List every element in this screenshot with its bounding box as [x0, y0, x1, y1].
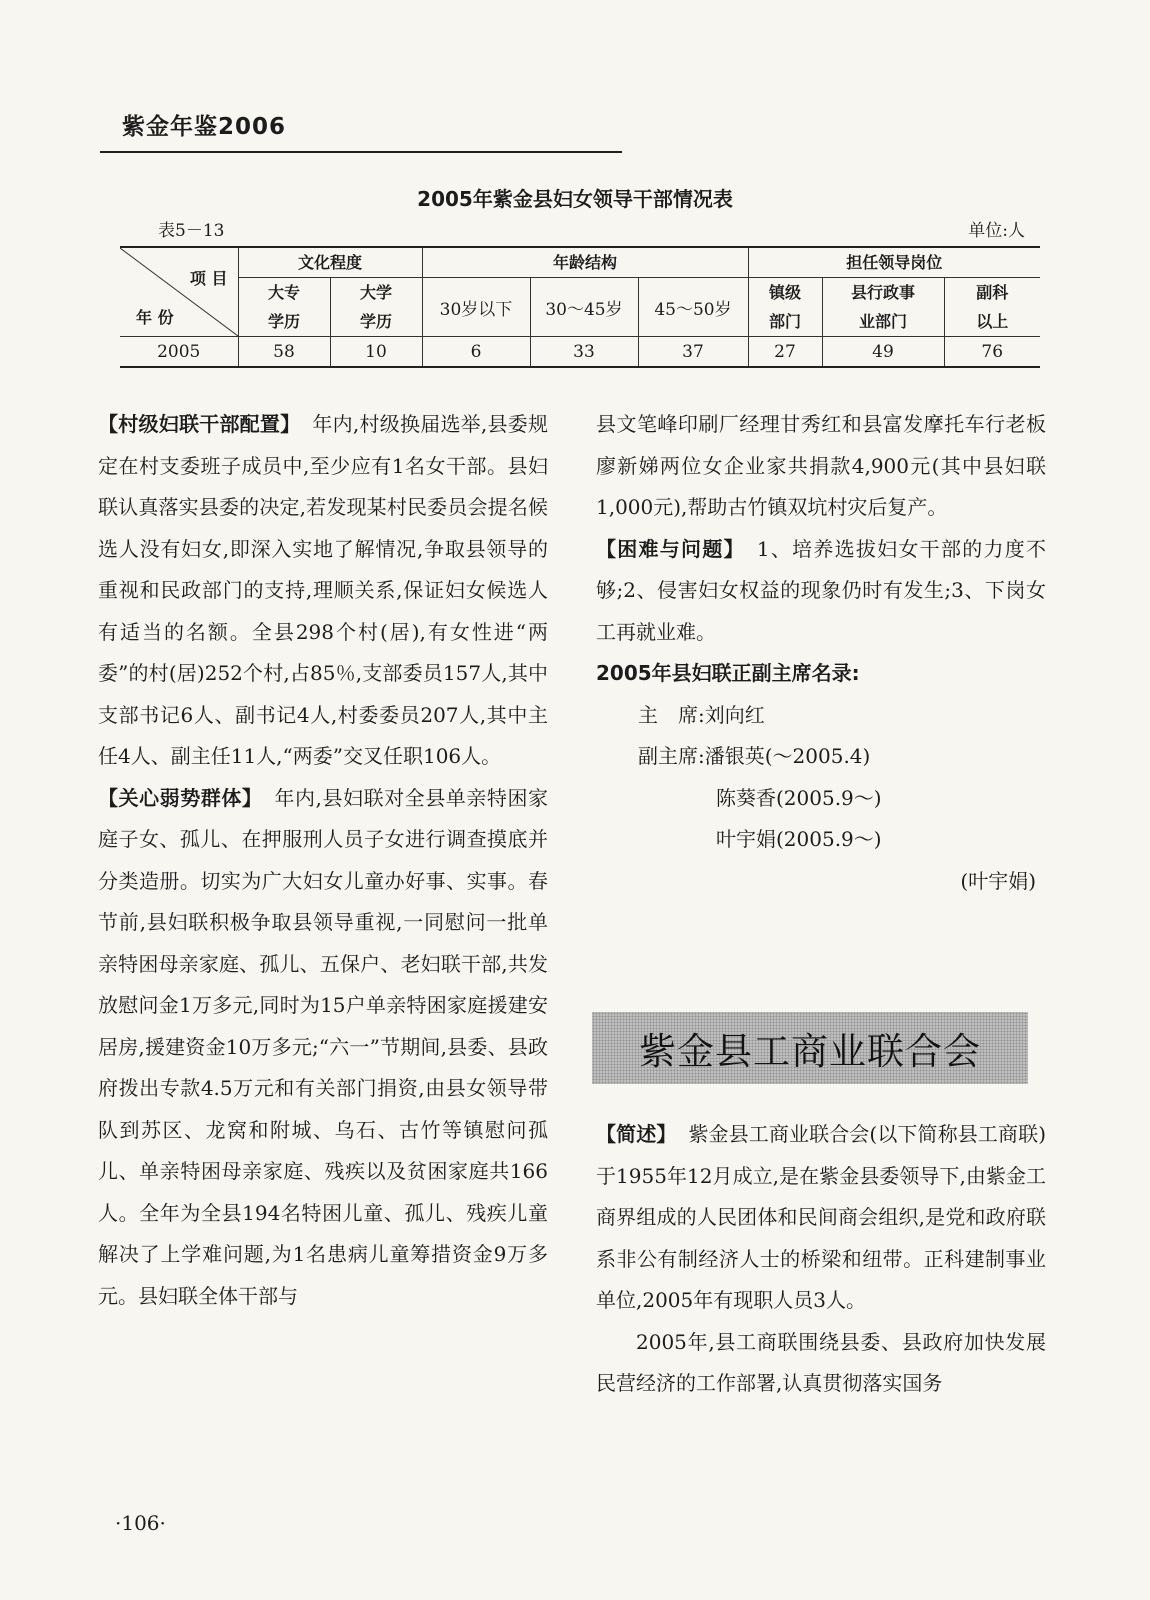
table-corner-cell: [120, 247, 238, 337]
header-rule: [100, 151, 622, 153]
paragraph-overview: [596, 1114, 1046, 1322]
col-header-30-45: 30～45岁: [530, 278, 638, 337]
paragraph-village-cadres: [98, 404, 548, 778]
paragraph-vulnerable-groups: [98, 778, 548, 1318]
role-label: 副主席:: [638, 744, 705, 768]
cell-45-50: 37: [638, 337, 748, 368]
officer-name: 刘向红: [704, 702, 765, 727]
cell-junior-college: 58: [238, 337, 330, 368]
paragraph-difficulties: [596, 529, 1046, 654]
paragraph-continued: 县文笔峰印刷厂经理甘秀红和县富发摩托车行老板廖新娣两位女企业家共捐款4,900元(其中县妇联1,000元),帮助古竹镇双坑村灾后复产。: [596, 412, 1046, 519]
col-header-45-50: 45～50岁: [638, 278, 748, 337]
col-header-under-30: 30岁以下: [422, 278, 530, 337]
right-column: [596, 404, 1046, 902]
left-column: [98, 404, 548, 1317]
page-number: ·106·: [115, 1511, 166, 1535]
cell-under-30: 6: [422, 337, 530, 368]
cell-county-dept: 49: [822, 337, 944, 368]
group-header-post: 担任领导岗位: [748, 247, 1040, 278]
roster-chair: [596, 695, 1046, 737]
roster-vice-chair: [596, 736, 1046, 778]
table-row: [120, 337, 1040, 368]
section-keyword: 【关心弱势群体】: [98, 785, 263, 810]
roster-heading: 2005年县妇联正副主席名录:: [596, 661, 860, 685]
cell-30-45: 33: [530, 337, 638, 368]
group-header-education: 文化程度: [238, 247, 422, 278]
cell-university: 10: [330, 337, 422, 368]
right-column-continued: [596, 1114, 1046, 1405]
role-label: 主 席:: [638, 702, 705, 727]
paragraph-text: 紫金县工商业联合会(以下简称县工商联)于1955年12月成立,是在紫金县委领导下,由紫金工商界组成的人民团体和民间商会组织,是党和政府联系非公有制经济人士的桥梁和纽带。正科建制事业单位,2005年有现职人员3人。: [596, 1122, 1046, 1312]
roster-vice-chair: 陈葵香(2005.9～): [716, 785, 882, 810]
paragraph-text: 年内,县妇联对全县单亲特困家庭子女、孤儿、在押服刑人员子女进行调查摸底并分类造册。切实为广大妇女儿童办好事、实事。春节前,县妇联积极争取县领导重视,一同慰问一批单亲特困母亲家庭、孤儿、五保户、老妇联干部,共发放慰问金1万多元,同时为15户单亲特困家庭援建安居房,援建资金10万多元;“六一”节期间,县委、县政府拨出专款4.5万元和有关部门捐资,由县女领导带队到苏区、龙窝和附城、乌石、古竹等镇慰问孤儿、单亲特困母亲家庭、残疾以及贫困家庭共166人。全年为全县194名特困儿童、孤儿、残疾儿童解决了上学难问题,为1名患病儿童筹措资金9万多元。县妇联全体干部与: [98, 785, 549, 1308]
paragraph-text: 1、培养选拔妇女干部的力度不够;2、侵害妇女权益的现象仍时有发生;3、下岗女工再就业难。: [596, 536, 1046, 644]
group-header-age: 年龄结构: [422, 247, 748, 278]
running-header: 紫金年鉴2006: [122, 114, 287, 140]
paragraph-2005: 2005年,县工商联围绕县委、县政府加快发展民营经济的工作部署,认真贯彻落实国务: [596, 1329, 1046, 1395]
col-header-town-dept: 镇级 部门: [748, 278, 822, 337]
cell-deputy-section: 76: [944, 337, 1040, 368]
table-number: 表5－13: [158, 221, 225, 241]
table-title: 2005年紫金县妇女领导干部情况表: [417, 187, 733, 211]
section-banner: [592, 1012, 1028, 1084]
col-header-junior-college: 大专 学历: [238, 278, 330, 337]
women-cadres-table: [120, 246, 1040, 368]
row-year: 2005: [120, 337, 238, 368]
section-title: 紫金县工商业联合会: [639, 1030, 981, 1073]
author-credit: (叶宇娟): [960, 868, 1036, 893]
cell-town-dept: 27: [748, 337, 822, 368]
col-header-county-dept: 县行政事 业部门: [822, 278, 944, 337]
corner-label-item: 项 目: [189, 269, 228, 288]
col-header-university: 大学 学历: [330, 278, 422, 337]
table-unit: 单位:人: [968, 221, 1025, 241]
roster-vice-chair: 叶宇娟(2005.9～): [716, 827, 882, 851]
section-keyword: 【简述】: [596, 1122, 677, 1146]
section-keyword: 【困难与问题】: [596, 536, 745, 561]
col-header-deputy-section: 副科 以上: [944, 278, 1040, 337]
officer-name: 潘银英(～2005.4): [704, 744, 871, 768]
section-keyword: 【村级妇联干部配置】: [98, 412, 301, 436]
paragraph-text: 年内,村级换届选举,县委规定在村支委班子成员中,至少应有1名女干部。县妇联认真落实县委的决定,若发现某村民委员会提名候选人没有妇女,即深入实地了解情况,争取县领导的重视和民政部门的支持,理顺关系,保证妇女候选人有适当的名额。全县298个村(居),有女性进“两委”的村(居)252个村,占85％,支部委员157人,其中支部书记6人、副书记4人,村委委员207人,其中主任4人、副主任11人,“两委”交叉任职106人。: [98, 412, 549, 768]
corner-label-year: 年 份: [136, 308, 174, 327]
